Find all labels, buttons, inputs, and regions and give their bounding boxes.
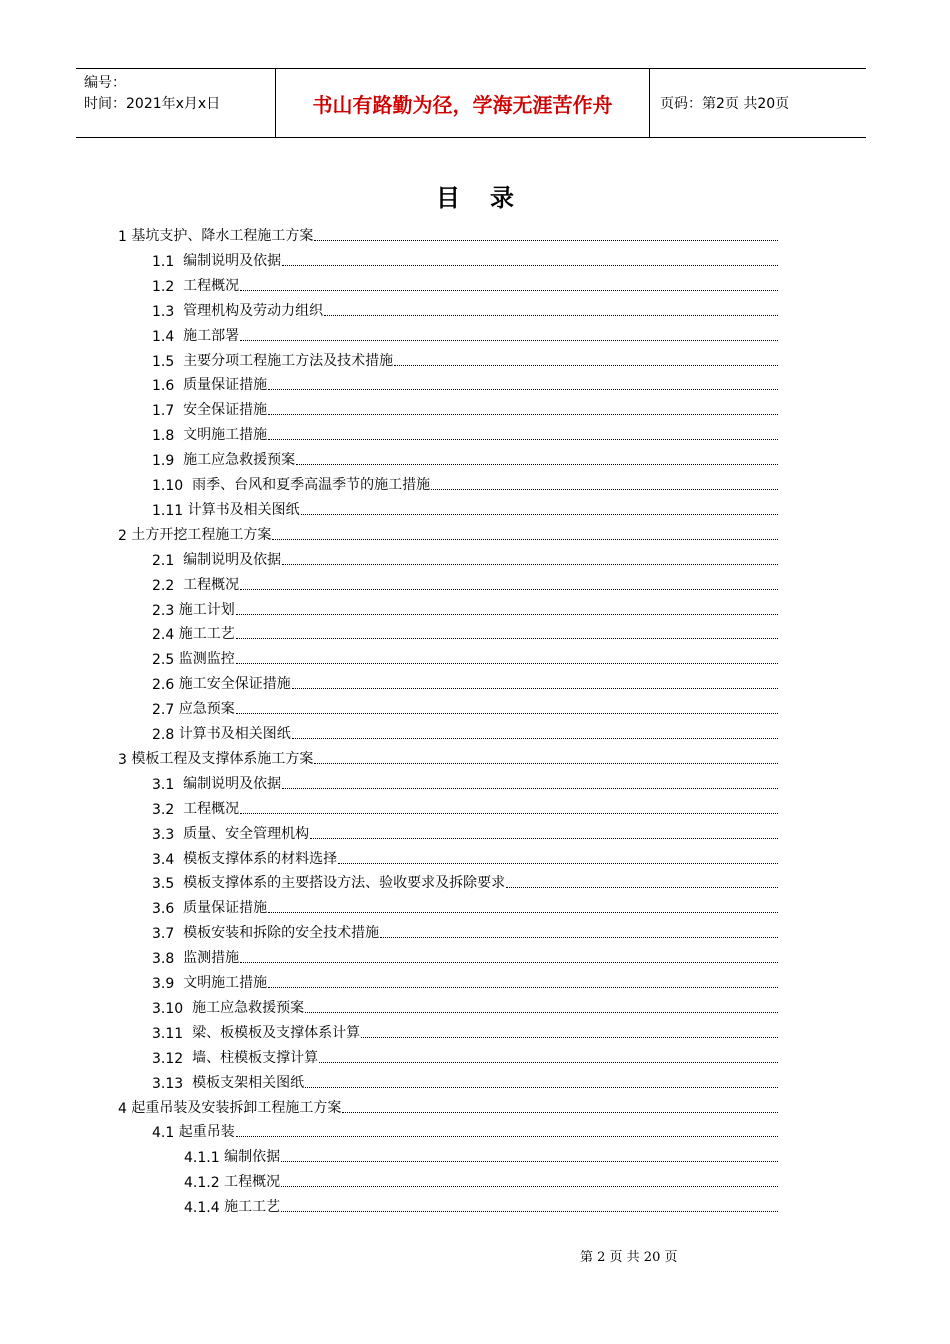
toc-entry-number: 2.3 <box>152 602 179 619</box>
toc-entry[interactable] <box>152 917 778 942</box>
toc-dot-leader <box>292 688 778 689</box>
toc-entry-label: 文明施工措施 <box>183 975 268 991</box>
toc-entry-label: 编制说明及依据 <box>183 252 282 269</box>
toc-entry[interactable] <box>118 519 778 544</box>
toc-entry-number: 3.10 <box>152 1000 193 1017</box>
toc-entry-label: 计算书及相关图纸 <box>187 501 300 518</box>
toc-entry-label: 工程概况 <box>183 576 240 593</box>
toc-entry-number: 2.7 <box>152 702 179 719</box>
toc-entry[interactable] <box>152 594 778 619</box>
toc-entry-label: 管理机构及劳动力组织 <box>183 302 324 319</box>
toc-dot-leader <box>272 539 778 540</box>
toc-entry[interactable] <box>152 394 778 419</box>
toc-entry-number: 2.6 <box>152 677 179 694</box>
toc-entry-number: 1.9 <box>152 453 184 470</box>
page-footer: 第 2 页 共 20 页 <box>580 1250 678 1265</box>
toc-title: 目录 <box>436 184 544 212</box>
toc-dot-leader <box>324 315 778 316</box>
toc-entry-label: 模板支撑体系的材料选择 <box>183 850 338 867</box>
toc-dot-leader <box>296 464 778 465</box>
toc-dot-leader <box>236 713 778 714</box>
toc-entry[interactable] <box>152 1017 778 1042</box>
toc-entry-label: 文明施工措施 <box>183 427 268 444</box>
toc-dot-leader <box>236 663 778 664</box>
toc-dot-leader <box>282 564 778 565</box>
toc-entry[interactable] <box>118 220 778 245</box>
toc-entry-number: 1.3 <box>152 303 184 320</box>
toc-entry-label: 监测监控 <box>178 651 235 668</box>
toc-entry[interactable] <box>152 867 778 892</box>
toc-dot-leader <box>268 912 778 913</box>
toc-entry-label: 施工工艺 <box>224 1199 281 1216</box>
toc-dot-leader <box>431 489 778 490</box>
toc-dot-leader <box>240 589 778 590</box>
toc-entry[interactable] <box>152 1042 778 1067</box>
toc-entry-label: 模板支撑体系的主要搭设方法、验收要求及拆除要求 <box>183 875 506 892</box>
toc-dot-leader <box>268 439 778 440</box>
toc-entry[interactable] <box>152 444 778 469</box>
toc-entry-number: 3.7 <box>152 926 184 943</box>
header-meta <box>76 69 276 137</box>
toc-entry-number: 2.8 <box>152 727 179 743</box>
toc-entry[interactable] <box>152 544 778 569</box>
toc-entry-label: 基坑支护、降水工程施工方案 <box>131 228 314 244</box>
toc-entry[interactable] <box>184 1191 778 1216</box>
toc-entry-label: 墙、柱模板支撑计算 <box>192 1049 319 1066</box>
toc-entry-number: 2.4 <box>152 627 179 644</box>
toc-dot-leader <box>240 290 778 291</box>
toc-entry-label: 模板安装和拆除的安全技术措施 <box>183 925 380 942</box>
toc-dot-leader <box>281 1186 778 1187</box>
toc-entry[interactable] <box>184 1141 778 1166</box>
toc-dot-leader <box>361 1037 778 1038</box>
toc-dot-leader <box>380 937 778 938</box>
toc-dot-leader <box>314 240 778 241</box>
toc-entry-label: 工程概况 <box>224 1174 281 1191</box>
document-number-label: 编号： <box>84 75 126 91</box>
toc-entry-number: 1.7 <box>152 403 184 420</box>
toc-entry-label: 工程概况 <box>183 800 240 817</box>
toc-entry-label: 梁、板模板及支撑体系计算 <box>192 1024 361 1041</box>
toc-entry-number: 3.9 <box>152 976 184 992</box>
toc-dot-leader <box>236 614 778 615</box>
toc-entry-label: 应急预案 <box>178 701 235 718</box>
toc-entry-number: 1.1 <box>152 253 184 270</box>
toc-entry-number: 4.1.1 <box>184 1150 225 1167</box>
toc-entry-number: 4.1.4 <box>184 1200 225 1217</box>
toc-entry-number: 2.2 <box>152 577 184 594</box>
toc-dot-leader <box>342 1112 778 1113</box>
toc-entry[interactable] <box>152 245 778 270</box>
toc-entry[interactable] <box>152 270 778 295</box>
toc-entry[interactable] <box>152 419 778 444</box>
toc-entry-number: 3.11 <box>152 1025 193 1042</box>
toc-entry-label: 施工应急救援预案 <box>183 452 296 469</box>
toc-entry-number: 4.1.2 <box>184 1175 225 1192</box>
toc-dot-leader <box>394 365 778 366</box>
toc-dot-leader <box>268 389 778 390</box>
toc-entry-number: 1.4 <box>152 328 184 345</box>
toc-dot-leader <box>305 1087 778 1088</box>
toc-entry[interactable] <box>152 569 778 594</box>
toc-entry-label: 质量、安全管理机构 <box>183 825 310 842</box>
toc-entry-label: 施工部署 <box>183 327 240 344</box>
toc-dot-leader <box>319 1062 778 1063</box>
toc-dot-leader <box>236 638 778 639</box>
toc-dot-leader <box>314 763 778 764</box>
toc-entry-label: 土方开挖工程施工方案 <box>131 526 272 543</box>
toc-entry-number: 3 <box>118 751 132 768</box>
toc-entry-number: 1.8 <box>152 428 184 445</box>
toc-entry-number: 1.2 <box>152 278 184 295</box>
toc-entry[interactable] <box>152 967 778 992</box>
toc-entry-number: 4 <box>118 1100 132 1117</box>
toc-dot-leader <box>268 987 778 988</box>
toc-entry-number: 1.11 <box>152 502 188 519</box>
toc-entry-number: 1 <box>118 229 132 245</box>
toc-entry-label: 模板支架相关图纸 <box>192 1074 305 1091</box>
toc-entry[interactable] <box>118 1092 778 1117</box>
toc-entry-label: 编制依据 <box>224 1149 281 1166</box>
toc-entry[interactable] <box>152 369 778 394</box>
toc-entry-label: 主要分项工程施工方法及技术措施 <box>183 352 394 369</box>
toc-entry-label: 起重吊装及安装拆卸工程施工方案 <box>131 1099 342 1116</box>
toc-entry[interactable] <box>152 843 778 868</box>
toc-entry[interactable] <box>152 818 778 843</box>
toc-entry-label: 模板工程及支撑体系施工方案 <box>131 750 314 767</box>
toc-entry[interactable] <box>152 469 778 494</box>
toc-entry-number: 3.5 <box>152 876 184 893</box>
toc-dot-leader <box>240 813 778 814</box>
toc-entry-label: 施工安全保证措施 <box>178 676 291 693</box>
toc-entry[interactable] <box>152 494 778 519</box>
toc-entry-label: 起重吊装 <box>178 1124 235 1141</box>
toc-entry[interactable] <box>152 718 778 743</box>
toc-entry-label: 编制说明及依据 <box>183 775 282 792</box>
toc-entry[interactable] <box>152 1067 778 1092</box>
toc-dot-leader <box>240 340 778 341</box>
toc-entry-label: 质量保证措施 <box>183 900 268 917</box>
toc-entry[interactable] <box>152 892 778 917</box>
toc-entry-number: 1.5 <box>152 353 184 370</box>
toc-entry-label: 雨季、台风和夏季高温季节的施工措施 <box>192 477 431 493</box>
toc-entry[interactable] <box>152 793 778 818</box>
toc-dot-leader <box>240 962 778 963</box>
document-date: 时间：2021年x月x日 <box>84 96 221 112</box>
toc-entry-number: 2 <box>118 527 132 544</box>
toc-entry-label: 施工应急救援预案 <box>192 999 305 1016</box>
toc-entry-label: 施工工艺 <box>178 626 235 643</box>
toc-dot-leader <box>301 514 778 515</box>
toc-entry[interactable] <box>152 643 778 668</box>
toc-entry-number: 3.8 <box>152 951 184 968</box>
toc-entry-number: 3.4 <box>152 851 184 868</box>
toc-entry-number: 3.1 <box>152 776 184 793</box>
toc-entry[interactable] <box>152 942 778 967</box>
toc-entry-number: 3.3 <box>152 826 184 843</box>
toc-entry-number: 3.6 <box>152 901 184 918</box>
toc-entry[interactable] <box>152 768 778 793</box>
toc-entry[interactable] <box>184 1166 778 1191</box>
toc-entry-label: 安全保证措施 <box>183 402 268 419</box>
toc-entry[interactable] <box>152 295 778 320</box>
toc-entry-label: 监测措施 <box>183 950 240 967</box>
toc-dot-leader <box>310 838 778 839</box>
toc-entry-number: 3.2 <box>152 801 184 818</box>
toc-dot-leader <box>281 1211 778 1212</box>
toc-entry[interactable] <box>152 668 778 693</box>
toc-entry[interactable] <box>152 345 778 370</box>
toc-entry[interactable] <box>152 320 778 345</box>
toc-entry-number: 3.13 <box>152 1075 193 1092</box>
toc-entry-number: 4.1 <box>152 1125 179 1142</box>
toc-dot-leader <box>506 887 778 888</box>
toc-entry[interactable] <box>152 693 778 718</box>
toc-dot-leader <box>236 1136 778 1137</box>
header-page-number: 页码：第2页 共20页 <box>660 96 790 112</box>
toc-entry-number: 2.5 <box>152 652 179 669</box>
toc-dot-leader <box>282 265 778 266</box>
toc-entry[interactable] <box>152 1116 778 1141</box>
toc-entry[interactable] <box>152 618 778 643</box>
toc-dot-leader <box>338 863 778 864</box>
toc-dot-leader <box>282 788 778 789</box>
toc-entry-label: 质量保证措施 <box>183 377 268 394</box>
toc-entry-label: 编制说明及依据 <box>183 551 282 568</box>
toc-dot-leader <box>292 738 778 739</box>
toc-entry-label: 施工计划 <box>178 601 235 618</box>
toc-entry-number: 2.1 <box>152 552 184 569</box>
toc-dot-leader <box>268 414 778 415</box>
toc-dot-leader <box>281 1161 778 1162</box>
toc-entry-number: 1.10 <box>152 478 193 494</box>
toc-dot-leader <box>305 1012 778 1013</box>
toc-entry-number: 1.6 <box>152 378 184 395</box>
header-motto: 书山有路勤为径，学海无涯苦作舟 <box>276 69 650 137</box>
toc-entry-label: 工程概况 <box>183 277 240 294</box>
toc-entry-number: 3.12 <box>152 1050 193 1067</box>
toc-entry[interactable] <box>118 743 778 768</box>
toc-entry-label: 计算书及相关图纸 <box>178 726 291 742</box>
toc-entry[interactable] <box>152 992 778 1017</box>
page-header <box>76 68 866 138</box>
